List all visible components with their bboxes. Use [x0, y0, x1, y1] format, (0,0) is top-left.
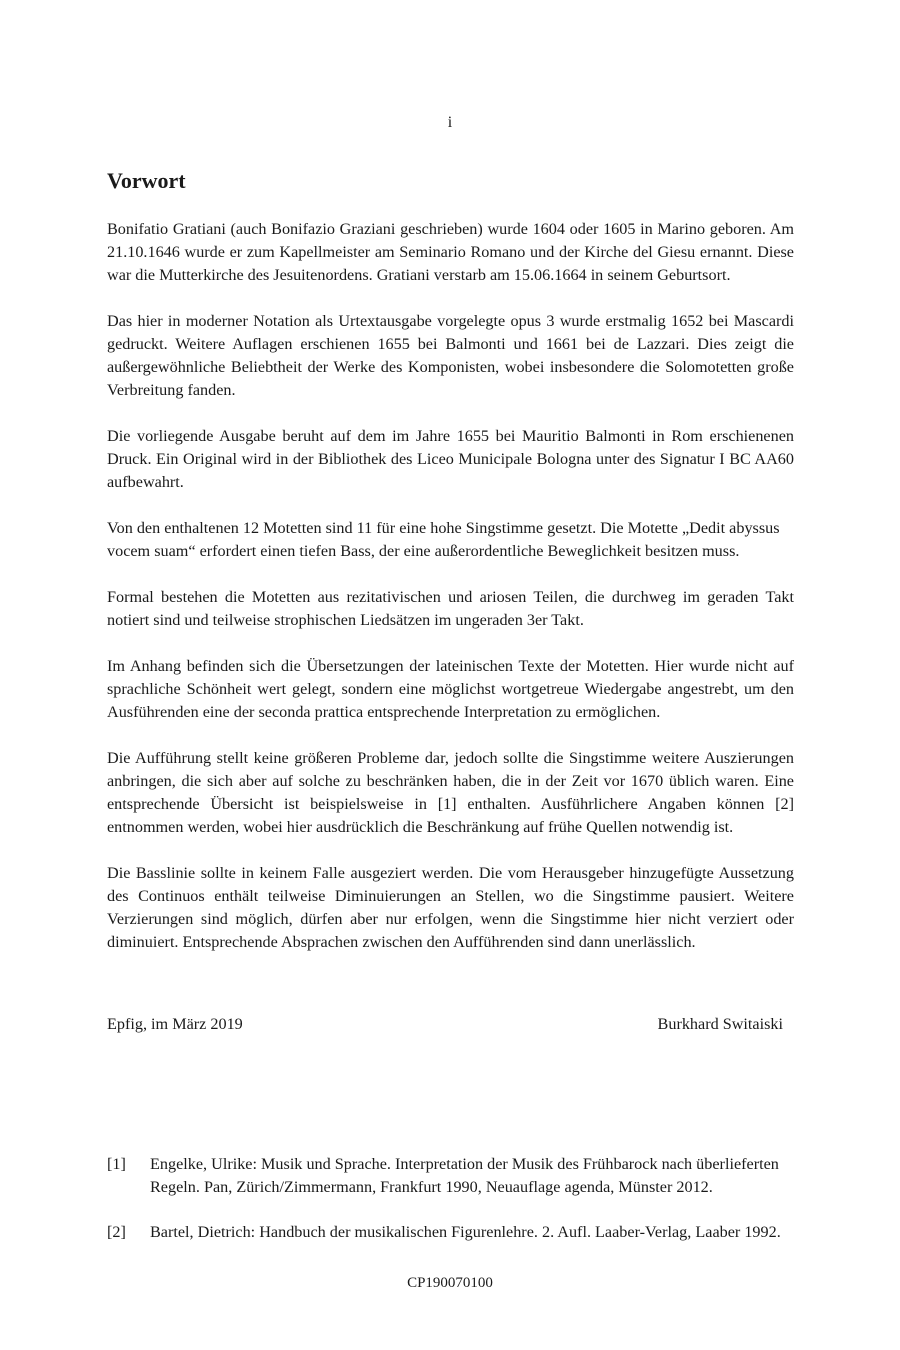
paragraph-bassline: Die Basslinie sollte in keinem Falle ausgeziert werden. Die vom Herausgeber hinzugefügte Aussetzung des Continuos enthält teilweise Diminuierungen an Stellen, wo die Singstimme pausiert. Weitere Verzierungen sind möglich, dürfen aber nur erfolgen, wenn die Singstimme hier nicht verziert oder diminuiert. Entsprechende Absprachen zwischen den Aufführenden sind dann unerlässlich. — [107, 864, 794, 951]
reference-text: Bartel, Dietrich: Handbuch der musikalischen Figurenlehre. 2. Aufl. Laaber-Verlag, Laaber 1992. — [150, 1223, 781, 1241]
place-date: Epfig, im März 2019 — [107, 1015, 243, 1033]
references-list — [107, 1153, 794, 1266]
paragraph-publication-history: Das hier in moderner Notation als Urtextausgabe vorgelegte opus 3 wurde erstmalig 1652 bei Mascardi gedruckt. Weitere Auflagen erschienen 1655 bei Balmonti und 1661 bei de Lazzari. Dies zeigt die außergewöhnliche Beliebtheit der Werke des Komponisten, wobei insbesondere die Solomotetten große Verbreitung fanden. — [107, 312, 794, 399]
reference-item — [107, 1153, 794, 1199]
paragraph-translations: Im Anhang befinden sich die Übersetzungen der lateinischen Texte der Motetten. Hier wurde nicht auf sprachliche Schönheit wert gelegt, sondern eine möglichst wortgetreue Wiedergabe angestrebt, um den Ausführenden eine der seconda prattica entsprechende Interpretation zu ermöglichen. — [107, 657, 794, 721]
signature-row — [107, 1013, 783, 1036]
reference-item — [107, 1221, 794, 1244]
reference-text: Engelke, Ulrike: Musik und Sprache. Interpretation der Musik des Frühbarock nach überlieferten Regeln. Pan, Zürich/Zimmermann, Frankfurt 1990, Neuauflage agenda, Münster 2012. — [150, 1155, 779, 1196]
author-name: Burkhard Switaiski — [657, 1015, 783, 1033]
reference-label: [1] — [107, 1155, 126, 1173]
paragraph-performance: Die Aufführung stellt keine größeren Probleme dar, jedoch sollte die Singstimme weitere Auszierungen anbringen, die sich aber auf solche zu beschränken haben, die in der Zeit vor 1670 üblich waren. Eine entsprechende Übersicht ist beispielsweise in [1] enthalten. Ausführlichere Angaben können [2] entnommen werden, wobei hier ausdrücklich die Beschränkung auf frühe Quellen notwendig ist. — [107, 749, 794, 836]
paragraph-form: Formal bestehen die Motetten aus rezitativischen und ariosen Teilen, die durchweg im geraden Takt notiert sind und teilweise strophischen Liedsätzen im ungeraden 3er Takt. — [107, 588, 794, 629]
page-number: i — [447, 114, 453, 131]
reference-label: [2] — [107, 1223, 126, 1241]
catalog-code: CP190070100 — [407, 1275, 493, 1291]
page-title: Vorwort — [107, 168, 186, 193]
preface-body — [107, 218, 794, 977]
paragraph-biography: Bonifatio Gratiani (auch Bonifazio Graziani geschrieben) wurde 1604 oder 1605 in Marino geboren. Am 21.10.1646 wurde er zum Kapellmeister am Seminario Romano und der Kirche del Giesu ernannt. Diese war die Mutterkirche des Jesuitenordens. Gratiani verstarb am 15.06.1664 in seinem Geburtsort. — [107, 220, 794, 284]
paragraph-source: Die vorliegende Ausgabe beruht auf dem im Jahre 1655 bei Mauritio Balmonti in Rom erschienenen Druck. Ein Original wird in der Bibliothek des Liceo Municipale Bologna unter des Signatur I BC AA60 aufbewahrt. — [107, 427, 794, 491]
paragraph-voicing: Von den enthaltenen 12 Motetten sind 11 für eine hohe Singstimme gesetzt. Die Motette „Dedit abyssus vocem suam“ erfordert einen tiefen Bass, der eine außerordentliche Beweglichkeit besitzen muss. — [107, 519, 780, 560]
